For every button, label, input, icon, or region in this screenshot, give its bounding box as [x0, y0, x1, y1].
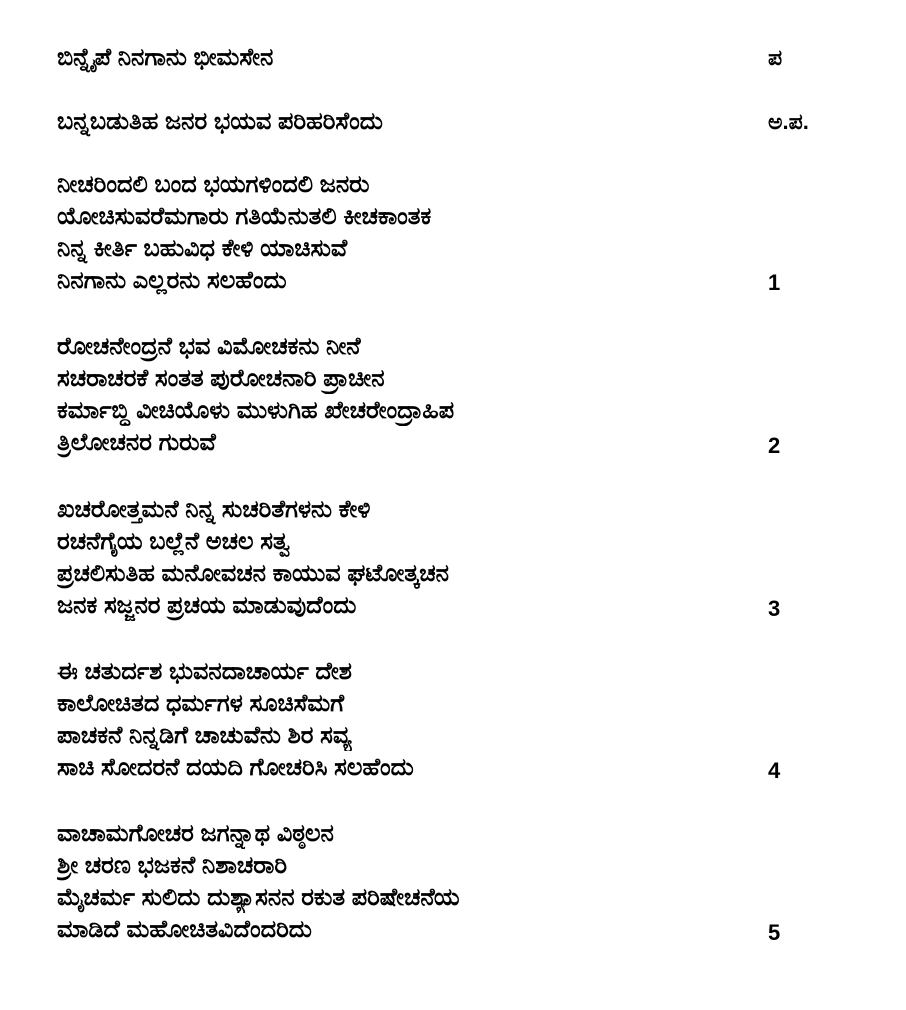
stanza-1-line-3: ನಿನ್ನ ಕೀರ್ತಿ ಬಹುವಿಧ ಕೇಳಿ ಯಾಚಿಸುವೆ [57, 235, 348, 262]
stanza-3-line-1: ಖಚರೋತ್ತಮನೆ ನಿನ್ನ ಸುಚರಿತೆಗಳನು ಕೇಳಿ [57, 496, 371, 523]
stanza-3-line-3: ಪ್ರಚಲಿಸುತಿಹ ಮನೋವಚನ ಕಾಯುವ ಘಟೋತ್ಕಚನ [57, 560, 450, 587]
anupallavi-line: ಬನ್ನಬಡುತಿಹ ಜನರ ಭಯವ ಪರಿಹರಿಸೆಂದು [57, 108, 383, 135]
stanza-2-line-2: ಸಚರಾಚರಕೆ ಸಂತತ ಪುರೋಚನಾರಿ ಪ್ರಾಚೀನ [57, 365, 385, 392]
stanza-1-number: 1 [768, 270, 781, 295]
stanza-4-line-1: ಈ ಚತುರ್ದಶ ಭುವನದಾಚಾರ್ಯ ದೇಶ [57, 658, 352, 685]
stanza-3-line-2: ರಚನೆಗೈಯ ಬಲ್ಲೆನೆ ಅಚಲ ಸತ್ವ [57, 528, 290, 555]
stanza-2-line-1: ರೋಚನೇಂದ್ರನೆ ಭವ ವಿಮೋಚಕನು ನೀನೆ [57, 333, 361, 360]
pallavi-line: ಬಿನ್ನೈಪೆ ನಿನಗಾನು ಭೀಮಸೇನ [57, 44, 274, 71]
stanza-4-line-4: ಸಾಚಿ ಸೋದರನೆ ದಯದಿ ಗೋಚರಿಸಿ ಸಲಹೆಂದು [57, 754, 414, 781]
stanza-2-line-3: ಕರ್ಮಾಬ್ಧಿ ವೀಚಿಯೊಳು ಮುಳುಗಿಹ ಖೇಚರೇಂದ್ರಾಹಿಪ [57, 397, 455, 424]
stanza-5-line-2: ಶ್ರೀ ಚರಣ ಭಜಕನೆ ನಿಶಾಚರಾರಿ [57, 852, 288, 879]
stanza-1-line-1: ನೀಚರಿಂದಲಿ ಬಂದ ಭಯಗಳಿಂದಲಿ ಜನರು [57, 171, 370, 198]
stanza-5-line-1: ವಾಚಾಮಗೋಚರ ಜಗನ್ನಾಥ ವಿಠ್ಠಲನ [57, 820, 334, 847]
stanza-1-line-4: ನಿನಗಾನು ಎಲ್ಲರನು ಸಲಹೆಂದು [57, 267, 287, 294]
stanza-5-line-3: ಮೈಚರ್ಮ ಸುಲಿದು ದುಶ್ಯಾಸನನ ರಕುತ ಪರಿಷೇಚನೆಯ [57, 884, 460, 911]
stanza-4-line-3: ಪಾಚಕನೆ ನಿನ್ನಡಿಗೆ ಚಾಚುವೆನು ಶಿರ ಸವ್ಯ [57, 722, 352, 749]
stanza-3-number: 3 [768, 596, 781, 621]
pallavi-marker: ಪ [768, 45, 783, 70]
stanza-5-line-4: ಮಾಡಿದೆ ಮಹೋಚಿತವಿದೆಂದರಿದು [57, 916, 312, 943]
stanza-3-line-4: ಜನಕ ಸಜ್ಜನರ ಪ್ರಚಯ ಮಾಡುವುದೆಂದು [57, 592, 357, 619]
stanza-2-line-4: ತ್ರಿಲೋಚನರ ಗುರುವೆ [57, 429, 216, 456]
anupallavi-marker: ಅ.ಪ. [768, 109, 809, 134]
stanza-5-number: 5 [768, 920, 781, 945]
stanza-4-number: 4 [768, 758, 781, 783]
stanza-1-line-2: ಯೋಚಿಸುವರೆಮಗಾರು ಗತಿಯೆನುತಲಿ ಕೀಚಕಾಂತಕ [57, 203, 432, 230]
stanza-2-number: 2 [768, 433, 781, 458]
stanza-4-line-2: ಕಾಲೋಚಿತದ ಧರ್ಮಗಳ ಸೂಚಿಸೆಮಗೆ [57, 690, 345, 717]
